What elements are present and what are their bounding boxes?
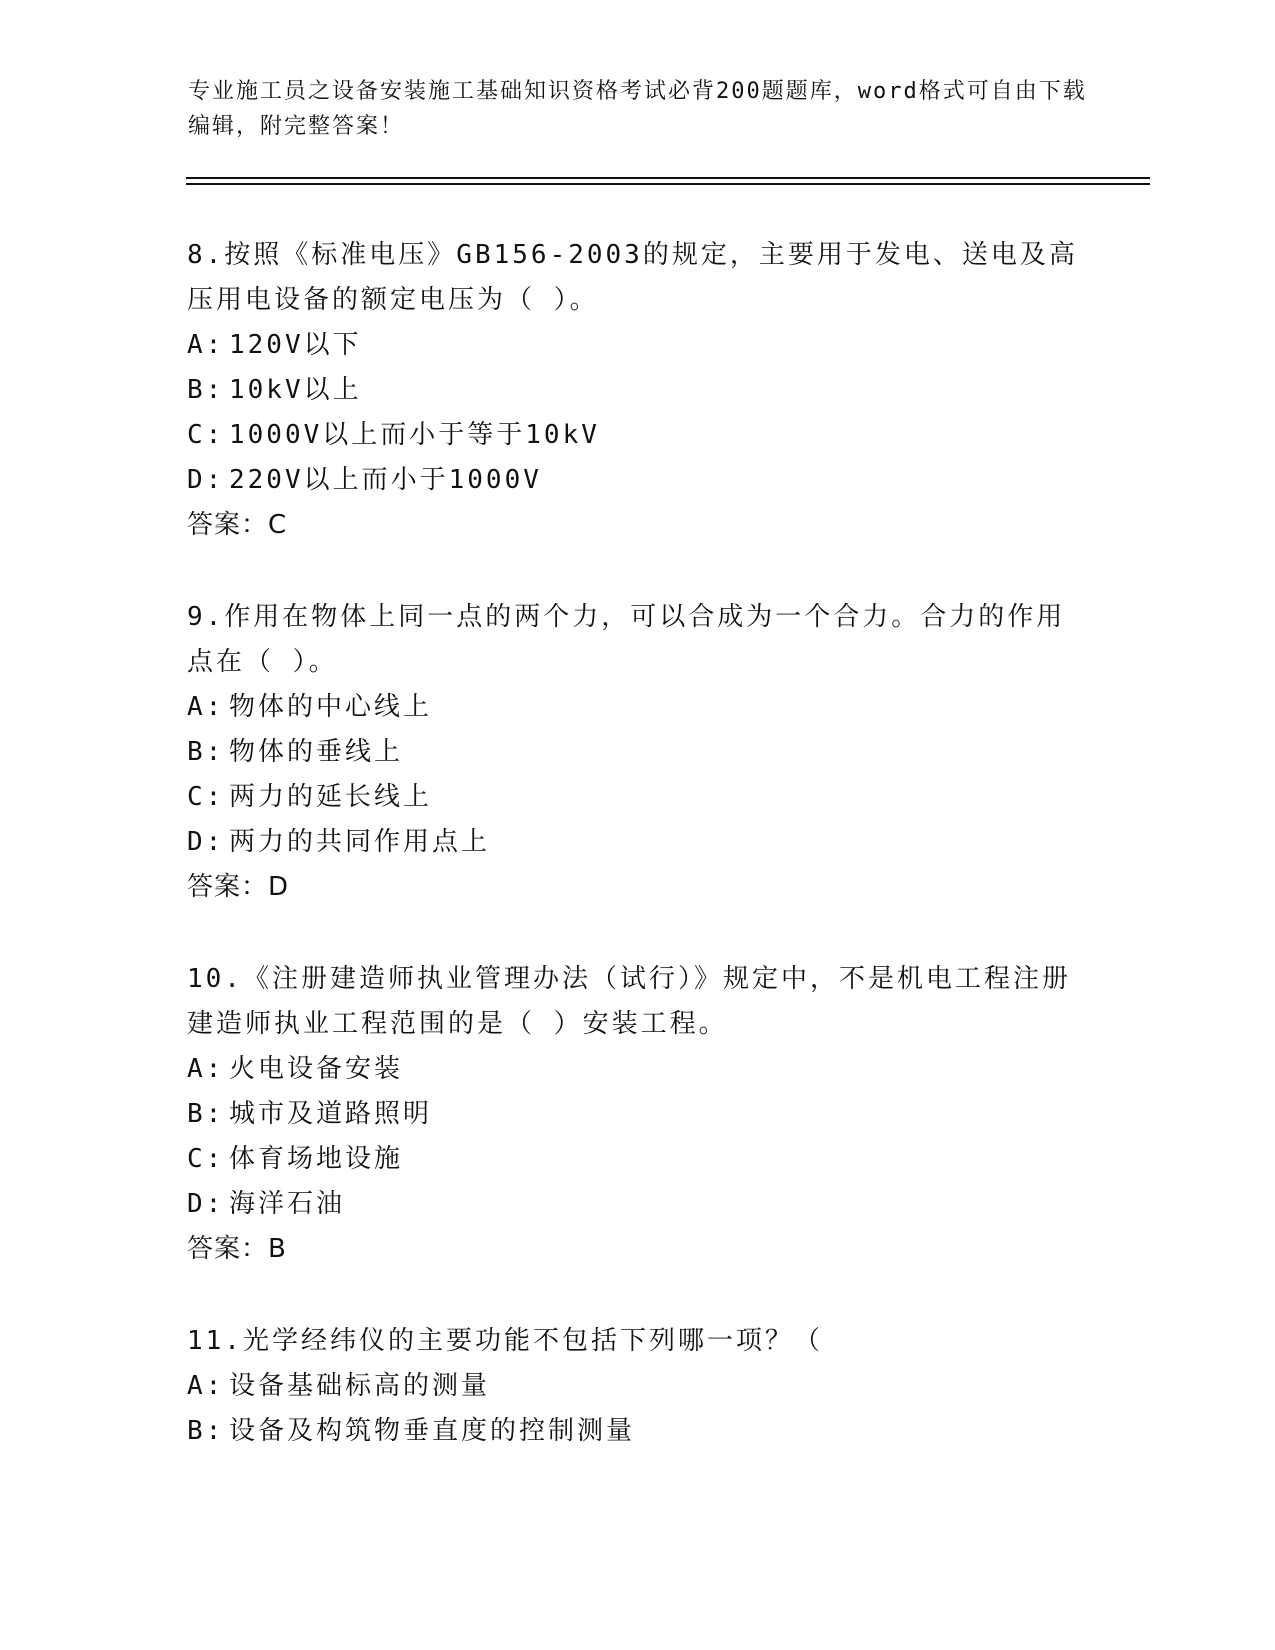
option-text: 设备基础标高的测量 <box>229 1371 491 1401</box>
answer-line: 答案：D <box>187 872 290 902</box>
option-a <box>187 1047 1087 1092</box>
option-d <box>187 820 1087 865</box>
question-stem: 10.《注册建造师执业管理办法（试行）》规定中，不是机电工程注册建造师执业工程范围的是（ ）安装工程。 <box>187 964 1071 1039</box>
option-text: 火电设备安装 <box>229 1054 404 1084</box>
option-letter: D: <box>187 827 225 857</box>
option-c <box>187 1137 1087 1182</box>
option-text: 设备及构筑物垂直度的控制测量 <box>229 1416 636 1446</box>
option-text: 两力的延长线上 <box>229 782 433 812</box>
header-divider-bottom <box>186 183 1150 185</box>
option-letter: C: <box>187 420 225 450</box>
answer-line: 答案：B <box>187 1234 287 1264</box>
option-d <box>187 1182 1087 1227</box>
option-text: 1000V以上而小于等于10kV <box>229 420 600 450</box>
option-d <box>187 458 1087 503</box>
question-stem: 9.作用在物体上同一点的两个力，可以合成为一个合力。合力的作用点在（ ）。 <box>187 602 1066 677</box>
option-letter: A: <box>187 692 225 722</box>
option-text: 120V以下 <box>229 330 362 360</box>
option-b <box>187 1409 1087 1454</box>
option-letter: D: <box>187 1189 225 1219</box>
option-a <box>187 685 1087 730</box>
option-text: 物体的中心线上 <box>229 692 433 722</box>
option-text: 体育场地设施 <box>229 1144 404 1174</box>
answer-line: 答案：C <box>187 510 288 540</box>
option-a <box>187 1364 1087 1409</box>
question-11 <box>187 1319 1087 1454</box>
option-text: 两力的共同作用点上 <box>229 827 491 857</box>
option-text: 城市及道路照明 <box>229 1099 433 1129</box>
option-letter: A: <box>187 330 225 360</box>
option-letter: B: <box>187 375 225 405</box>
option-text: 10kV以上 <box>229 375 362 405</box>
option-c <box>187 413 1087 458</box>
question-8 <box>187 233 1087 548</box>
option-c <box>187 775 1087 820</box>
option-letter: C: <box>187 1144 225 1174</box>
option-letter: B: <box>187 1099 225 1129</box>
option-b <box>187 1092 1087 1137</box>
question-9 <box>187 595 1087 910</box>
option-letter: B: <box>187 1416 225 1446</box>
question-stem: 8.按照《标准电压》GB156-2003的规定，主要用于发电、送电及高压用电设备的额定电压为（ ）。 <box>187 240 1078 315</box>
option-letter: A: <box>187 1054 225 1084</box>
option-text: 海洋石油 <box>229 1189 346 1219</box>
option-b <box>187 730 1087 775</box>
option-text: 220V以上而小于1000V <box>229 465 542 495</box>
question-stem: 11.光学经纬仪的主要功能不包括下列哪一项？（ <box>187 1326 823 1356</box>
option-letter: B: <box>187 737 225 767</box>
option-text: 物体的垂线上 <box>229 737 404 767</box>
option-a <box>187 323 1087 368</box>
option-letter: D: <box>187 465 225 495</box>
option-b <box>187 368 1087 413</box>
question-10 <box>187 957 1087 1272</box>
document-header: 专业施工员之设备安装施工基础知识资格考试必背200题题库，word格式可自由下载编辑，附完整答案！ <box>188 79 1087 139</box>
option-letter: C: <box>187 782 225 812</box>
header-divider-top <box>186 177 1150 179</box>
option-letter: A: <box>187 1371 225 1401</box>
